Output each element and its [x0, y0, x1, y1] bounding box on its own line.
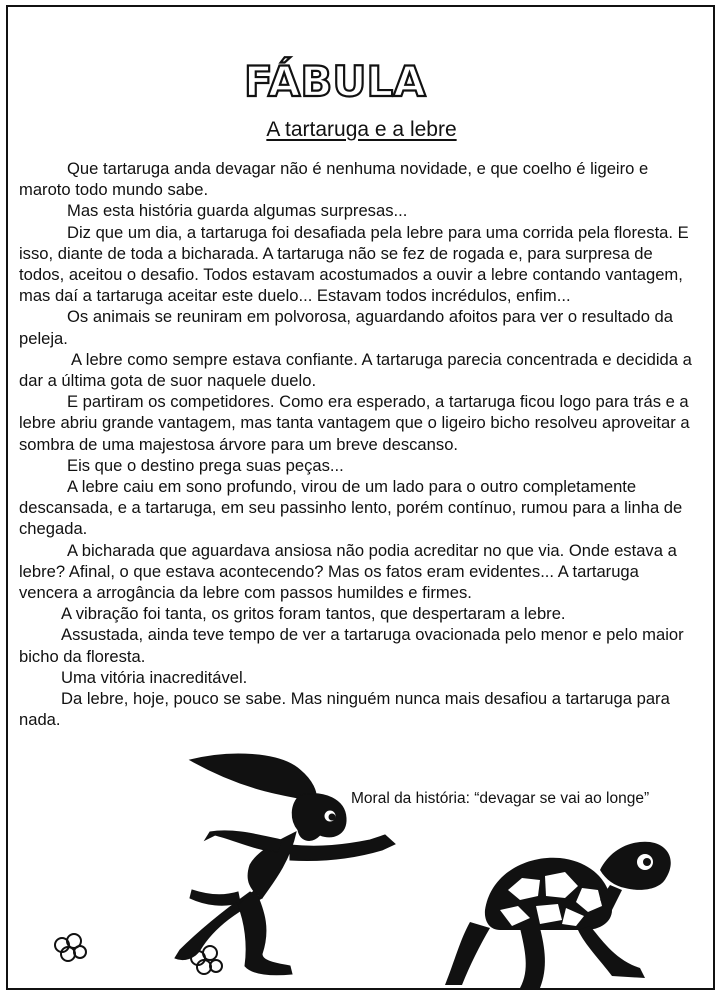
- paragraph-1: Que tartaruga anda devagar não é nenhuma novidade, e que coelho é ligeiro e maroto todo mundo sabe.: [19, 159, 649, 200]
- story-body: [19, 158, 699, 730]
- tortoise-illustration: [445, 842, 671, 988]
- paragraph-5: A lebre como sempre estava confiante. A tartaruga parecia concentrada e decidida a dar a última gota de suor naquele duelo.: [19, 349, 692, 391]
- fabula-heading: [0, 56, 723, 106]
- paragraph-6: E partiram os competidores. Como era esperado, a tartaruga ficou logo para trás e a lebre abriu grande vantagem, mas tanta vantagem que o ligeiro bicho resolveu aproveitar a sombra de uma majestosa árvore para um breve descanso.: [19, 392, 690, 454]
- paragraph-2: Mas esta história guarda algumas surpresas...: [67, 201, 408, 221]
- paragraph-10: A vibração foi tanta, os gritos foram tantos, que despertaram a lebre.: [61, 604, 566, 624]
- paragraph-3: Diz que um dia, a tartaruga foi desafiada pela lebre para uma corrida pela floresta. E isso, diante de toda a bicharada. A tartaruga não se fez de rogada e, para surpresa de todos, aceitou o desafio. Todos estavam acostumados a ouvir a lebre contando vantagem, mas daí a tartaruga aceitar este duelo... Estavam todos incrédulos, enfim...: [19, 222, 689, 306]
- flower-left: [55, 934, 86, 961]
- paragraph-11: Assustada, ainda teve tempo de ver a tartaruga ovacionada pelo menor e pelo maior bicho da floresta.: [19, 625, 684, 666]
- moral-of-story: Moral da história: “devagar se vai ao longe”: [351, 790, 650, 807]
- story-title: [0, 118, 723, 142]
- hare-illustration: [175, 754, 395, 975]
- paragraph-12: Uma vitória inacreditável.: [61, 667, 248, 687]
- paragraph-7: Eis que o destino prega suas peças...: [67, 455, 344, 475]
- paragraph-4: Os animais se reuniram em polvorosa, aguardando afoitos para ver o resultado da peleja.: [19, 307, 674, 348]
- paragraph-13: Da lebre, hoje, pouco se sabe. Mas ninguém nunca mais desafiou a tartaruga para nada.: [19, 689, 670, 730]
- fabula-logo-text: FÁBULA: [244, 57, 426, 106]
- race-illustration: [0, 740, 723, 990]
- paragraph-8: A lebre caiu em sono profundo, virou de um lado para o outro completamente descansada, e a tartaruga, em seu passinho lento, porém contínuo, rumou para a linha de chegada.: [19, 477, 683, 539]
- fabula-logo: [240, 56, 440, 106]
- paragraph-9: A bicharada que aguardava ansiosa não podia acreditar no que via. Onde estava a lebre? Afinal, o que estava acontecendo? Mas os fatos eram evidentes... A tartaruga vencera a arrogância da lebre com passos humildes e firmes.: [19, 540, 677, 603]
- story-title-text: A tartaruga e a lebre: [266, 118, 457, 141]
